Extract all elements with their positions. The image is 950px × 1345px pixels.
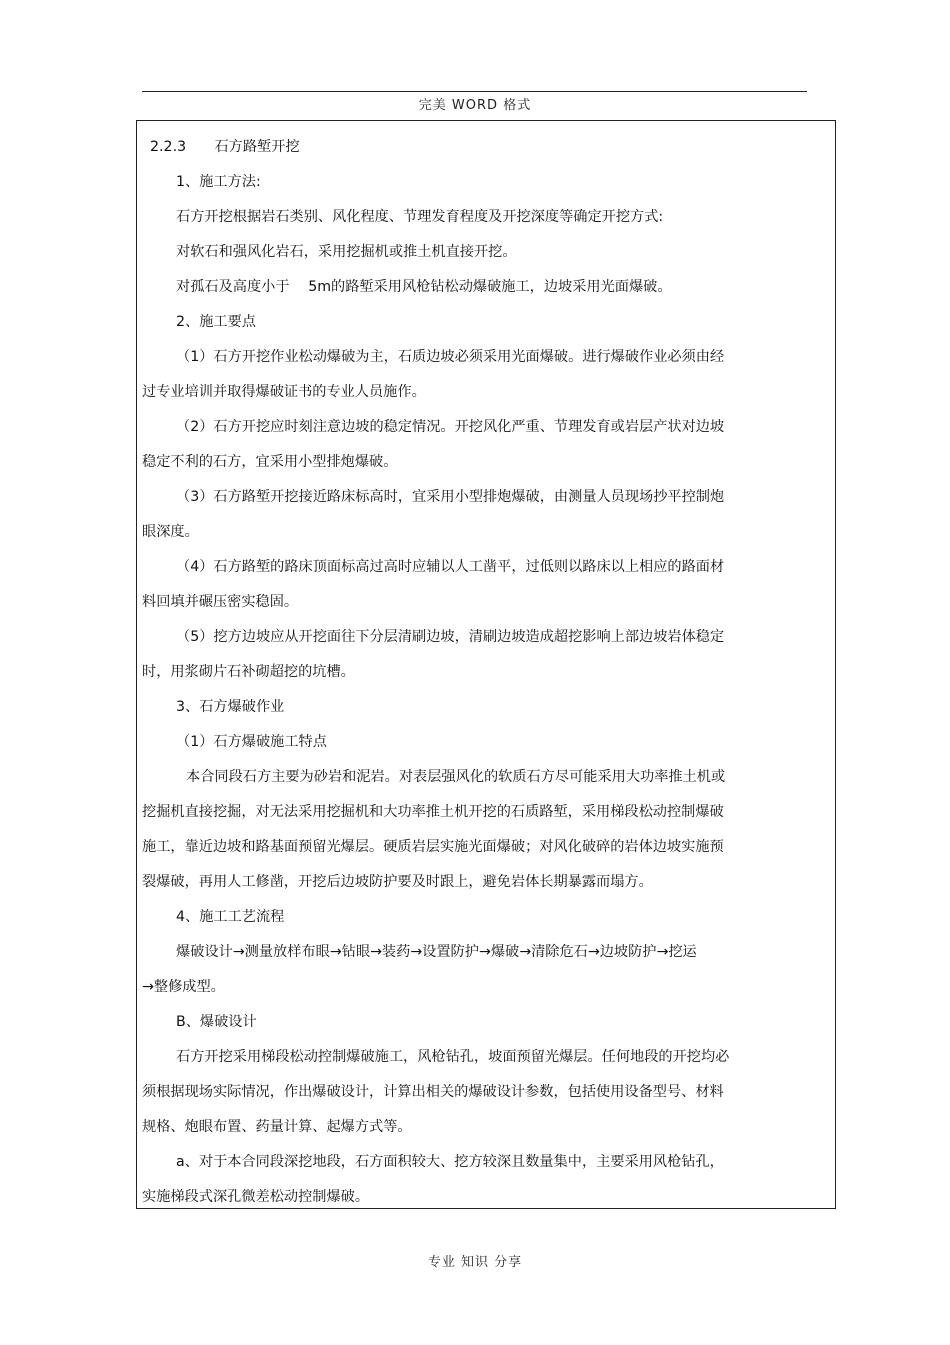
- paragraph-line: 石方开挖根据岩石类别、风化程度、节理发育程度及开挖深度等确定开挖方式:: [176, 209, 664, 225]
- page-footer: 专业 知识 分享: [427, 1255, 523, 1270]
- subheading: 1、施工方法:: [176, 174, 261, 190]
- paragraph-line: 时，用浆砌片石补砌超挖的坑槽。: [142, 664, 355, 680]
- subheading: B、爆破设计: [176, 1014, 257, 1030]
- paragraph-line: 本合同段石方主要为砂岩和泥岩。对表层强风化的软质石方尽可能采用大功率推土机或: [186, 769, 726, 785]
- subheading: （1）石方爆破施工特点: [176, 734, 327, 750]
- subheading: 2、施工要点: [176, 314, 256, 330]
- paragraph-line: 规格、炮眼布置、药量计算、起爆方式等。: [142, 1119, 412, 1135]
- paragraph-line: 须根据现场实际情况，作出爆破设计，计算出相关的爆破设计参数，包括使用设备型号、材料: [142, 1084, 724, 1100]
- paragraph-line: （3）石方路堑开挖接近路床标高时，宜采用小型排炮爆破，由测量人员现场抄平控制炮: [176, 489, 725, 505]
- paragraph-line: 稳定不利的石方，宜采用小型排炮爆破。: [142, 454, 398, 470]
- section-heading: 2.2.3 石方路堑开挖: [150, 139, 300, 155]
- header-rule: [142, 91, 807, 92]
- paragraph-line: （4）石方路堑的路床顶面标高过高时应辅以人工凿平，过低则以路床以上相应的路面材: [176, 559, 725, 575]
- paragraph-line: 裂爆破，再用人工修凿，开挖后边坡防护要及时跟上，避免岩体长期暴露而塌方。: [142, 874, 653, 890]
- paragraph-line: a、对于本合同段深挖地段，石方面积较大、挖方较深且数量集中，主要采用风枪钻孔，: [176, 1154, 724, 1170]
- paragraph-line: 挖掘机直接挖掘，对无法采用挖掘机和大功率推土机开挖的石质路堑，采用梯段松动控制爆破: [142, 804, 724, 820]
- paragraph-line: 石方开挖采用梯段松动控制爆破施工，风枪钻孔，坡面预留光爆层。任何地段的开挖均必: [176, 1049, 730, 1065]
- paragraph-line: （2）石方开挖应时刻注意边坡的稳定情况。开挖风化严重、节理发育或岩层产状对边坡: [176, 419, 725, 435]
- paragraph-line: 爆破设计→测量放样布眼→钻眼→装药→设置防护→爆破→清除危石→边坡防护→挖运: [176, 944, 697, 960]
- paragraph-line: 眼深度。: [142, 524, 199, 540]
- subheading: 3、石方爆破作业: [176, 699, 285, 715]
- paragraph-line: 实施梯段式深孔微差松动控制爆破。: [142, 1189, 370, 1205]
- paragraph-line: 料回填并碾压密实稳固。: [142, 594, 299, 610]
- paragraph-line: 施工，靠近边坡和路基面预留光爆层。硬质岩层实施光面爆破；对风化破碎的岩体边坡实施预: [142, 839, 724, 855]
- paragraph-line: （5）挖方边坡应从开挖面往下分层清刷边坡，清刷边坡造成超挖影响上部边坡岩体稳定: [176, 629, 725, 645]
- paragraph-line: 对软石和强风化岩石，采用挖掘机或推土机直接开挖。: [176, 244, 517, 260]
- paragraph-line: （1）石方开挖作业松动爆破为主，石质边坡必须采用光面爆破。进行爆破作业必须由经: [176, 349, 725, 365]
- paragraph-line: →整修成型。: [142, 979, 225, 995]
- paragraph-line: 对孤石及高度小于 5m的路堑采用风枪钻松动爆破施工，边坡采用光面爆破。: [176, 279, 672, 295]
- subheading: 4、施工工艺流程: [176, 909, 285, 925]
- paragraph-line: 过专业培训并取得爆破证书的专业人员施作。: [142, 384, 426, 400]
- page-header: 完美 WORD 格式: [418, 98, 532, 113]
